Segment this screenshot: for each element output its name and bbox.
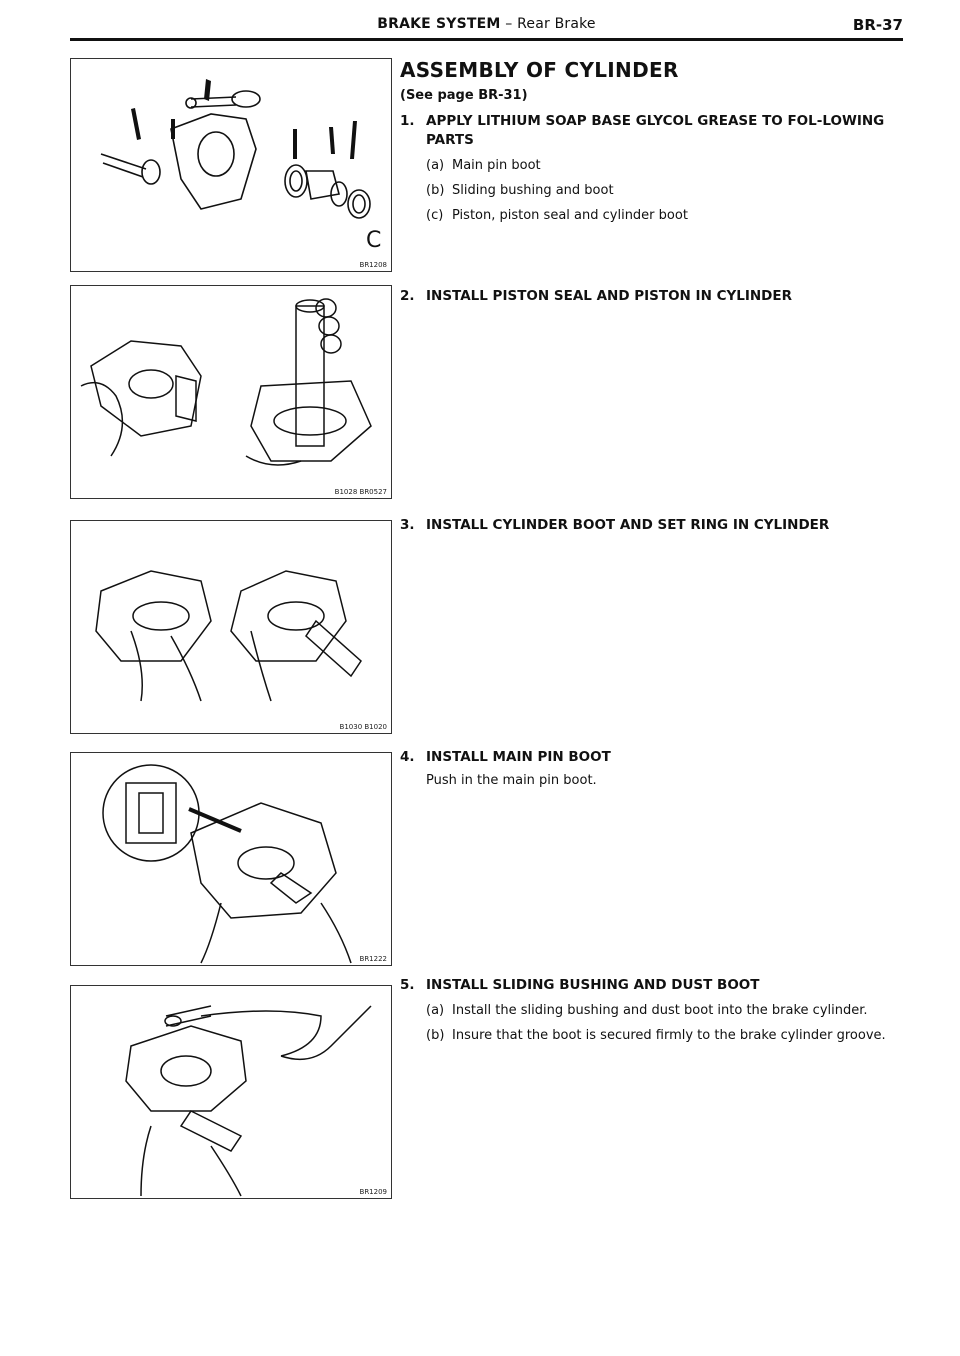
item-text: Piston, piston seal and cylinder boot <box>452 208 688 223</box>
figure-code: BR1222 <box>359 955 387 963</box>
page-header <box>70 14 903 41</box>
step-item <box>426 1026 910 1045</box>
step-title: INSTALL CYLINDER BOOT AND SET RING IN CYLINDER <box>426 517 830 533</box>
figure-install-boot <box>70 520 392 734</box>
step-item <box>426 206 910 225</box>
item-mark: (b) <box>426 1028 445 1043</box>
item-text: Install the sliding bushing and dust boot into the brake cylinder. <box>452 1003 868 1018</box>
step-text: Push in the main pin boot. <box>426 773 597 788</box>
page-title: ASSEMBLY OF CYLINDER <box>400 58 679 82</box>
step-number: 5. <box>400 977 415 993</box>
step-number: 1. <box>400 113 415 129</box>
step-5 <box>400 976 910 1045</box>
item-text: Insure that the boot is secured firmly to the brake cylinder groove. <box>452 1028 886 1043</box>
step-number: 4. <box>400 749 415 765</box>
figure-caliper-parts <box>70 58 392 272</box>
step-title: INSTALL SLIDING BUSHING AND DUST BOOT <box>426 977 760 993</box>
header-subsection: Rear Brake <box>517 16 596 32</box>
install-boot-illustration <box>71 521 391 733</box>
figure-code: B1028 BR0527 <box>334 488 387 496</box>
item-mark: (a) <box>426 158 445 173</box>
sliding-bushing-illustration <box>71 986 391 1198</box>
figure-code: BR1209 <box>359 1188 387 1196</box>
step-1 <box>400 112 910 225</box>
step-item <box>426 1001 910 1020</box>
figure-install-sliding-bushing <box>70 985 392 1199</box>
header-section: BRAKE SYSTEM <box>377 16 501 32</box>
caliper-parts-illustration <box>71 59 391 271</box>
step-item <box>426 156 910 175</box>
step-number: 2. <box>400 288 415 304</box>
item-mark: (b) <box>426 183 445 198</box>
part-label-c: C <box>366 228 382 253</box>
item-text: Sliding bushing and boot <box>452 183 614 198</box>
section-heading <box>400 58 910 103</box>
step-title: INSTALL MAIN PIN BOOT <box>426 749 611 765</box>
step-4 <box>400 748 910 790</box>
figure-install-main-pin-boot <box>70 752 392 966</box>
step-2 <box>400 287 910 306</box>
item-mark: (c) <box>426 208 444 223</box>
step-3 <box>400 516 910 535</box>
item-text: Main pin boot <box>452 158 541 173</box>
main-pin-boot-illustration <box>71 753 391 965</box>
figure-code: B1030 B1020 <box>339 723 387 731</box>
step-title: APPLY LITHIUM SOAP BASE GLYCOL GREASE TO FOL-LOWING PARTS <box>426 113 885 148</box>
figure-install-piston <box>70 285 392 499</box>
install-piston-illustration <box>71 286 391 498</box>
page-reference: (See page BR-31) <box>400 88 528 103</box>
step-item <box>426 181 910 200</box>
header-dash: – <box>500 16 518 32</box>
step-title: INSTALL PISTON SEAL AND PISTON IN CYLINDER <box>426 288 793 304</box>
item-mark: (a) <box>426 1003 445 1018</box>
step-number: 3. <box>400 517 415 533</box>
page-number: BR-37 <box>852 16 903 34</box>
header-title <box>70 16 903 32</box>
figure-code: BR1208 <box>359 261 387 269</box>
